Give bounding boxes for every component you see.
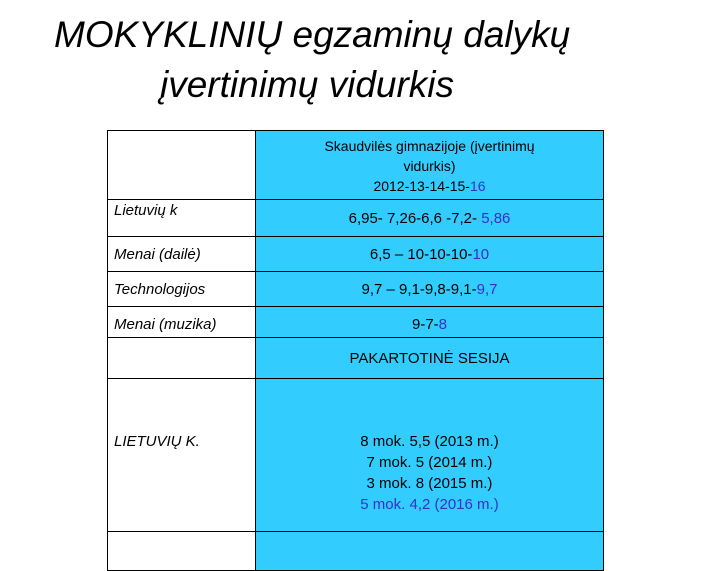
session-line-highlight: 5 mok. 4,2 (2016 m.) — [360, 496, 499, 513]
value-cell — [256, 200, 604, 237]
value-highlight: 10 — [472, 245, 490, 263]
session-line: 7 mok. 5 (2014 m.) — [366, 454, 493, 471]
value-main: 6,5 – 10-10-10- — [369, 245, 473, 263]
value-highlight: 8 — [438, 315, 448, 333]
value-cell — [256, 237, 604, 272]
value-cell — [256, 272, 604, 307]
session-header-row — [108, 338, 604, 379]
averages-table — [107, 130, 604, 342]
subject-cell: Lietuvių k — [108, 200, 256, 237]
value-main: 9-7- — [411, 315, 439, 333]
header-line-3 — [256, 176, 603, 196]
session-row — [108, 379, 604, 532]
header-years: 2012-13-14-15- — [373, 178, 470, 194]
page-title — [40, 10, 680, 110]
subject-cell: Menai (muzika) — [108, 307, 256, 342]
session-empty-row — [108, 532, 604, 571]
table-row — [108, 237, 604, 272]
value-main: 6,95- 7,26-6,6 -7,2- — [348, 209, 482, 227]
header-cell — [256, 131, 604, 200]
header-line-1: Skaudvilės gimnazijoje (įvertinimų — [324, 138, 535, 154]
table-header-row — [108, 131, 604, 200]
table-row — [108, 272, 604, 307]
table-row — [108, 200, 604, 237]
empty-cell — [108, 532, 256, 571]
value-main: 9,7 – 9,1-9,8-9,1- — [361, 280, 477, 298]
title-line-2: įvertinimų vidurkis — [160, 64, 455, 105]
session-subject-cell: LIETUVIŲ K. — [108, 379, 256, 532]
session-line: 3 mok. 8 (2015 m.) — [366, 475, 493, 492]
repeat-session-table — [107, 337, 604, 571]
subject-cell: Menai (dailė) — [108, 237, 256, 272]
value-highlight: 5,86 — [481, 209, 511, 227]
subject-cell: Technologijos — [108, 272, 256, 307]
value-highlight: 9,7 — [476, 280, 498, 298]
title-line-1: MOKYKLINIŲ egzaminų dalykų — [54, 14, 571, 55]
header-year-highlight: 16 — [469, 178, 486, 194]
session-line: 8 mok. 5,5 (2013 m.) — [360, 433, 499, 450]
header-empty-cell — [108, 131, 256, 200]
empty-cell — [256, 532, 604, 571]
session-empty-cell — [108, 338, 256, 379]
session-header-cell: PAKARTOTINĖ SESIJA — [256, 338, 604, 379]
session-value-cell — [256, 379, 604, 532]
header-line-2: vidurkis) — [403, 158, 456, 174]
